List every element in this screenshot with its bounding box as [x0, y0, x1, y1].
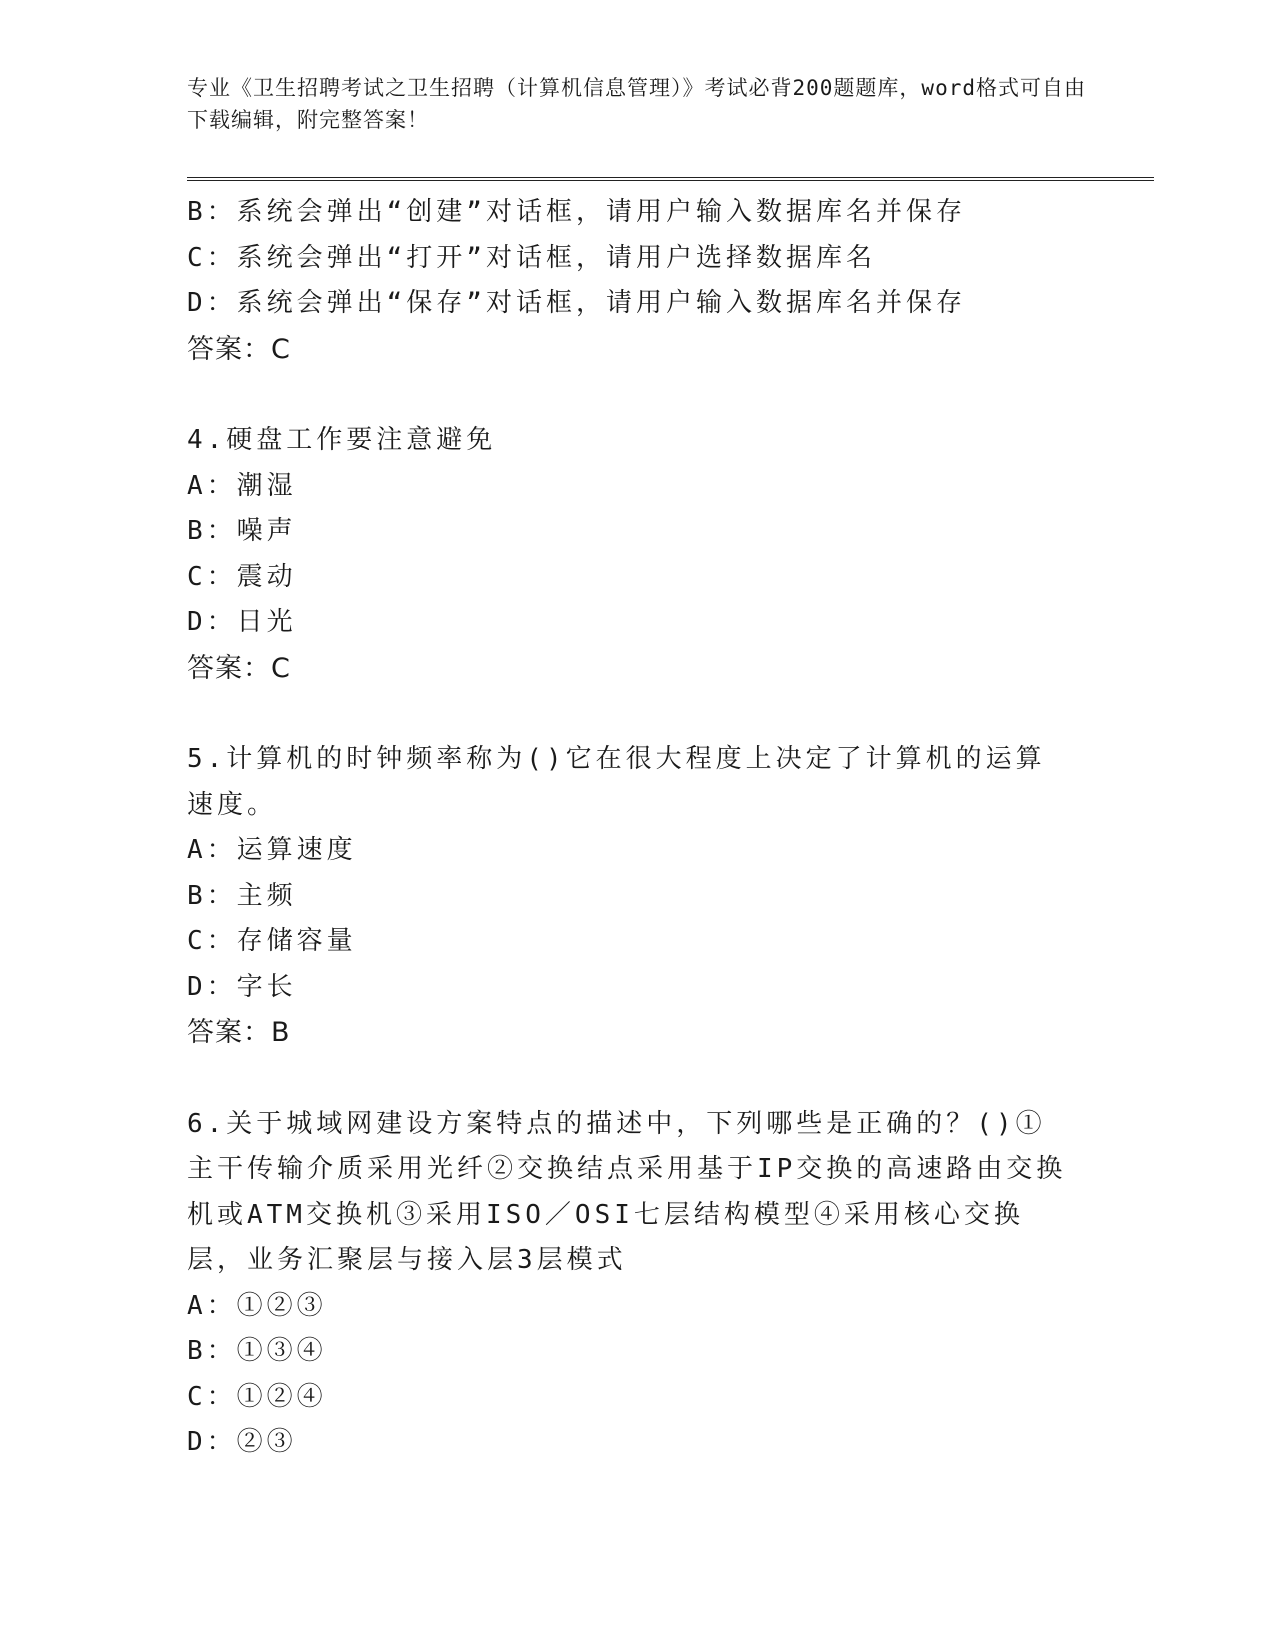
q5-option-b: B：主频: [187, 880, 297, 911]
q5-option-c: C：存储容量: [187, 926, 357, 956]
spacer: [187, 691, 1087, 737]
q4-stem: 4.硬盘工作要注意避免: [187, 425, 497, 455]
spacer: [187, 1056, 1087, 1102]
q3-answer: 答案：C: [187, 333, 291, 365]
q6-option-c: C：①②④: [187, 1381, 327, 1412]
q3-option-c: C：系统会弹出“打开”对话框，请用户选择数据库名: [187, 242, 876, 273]
q4-option-d: D：日光: [187, 607, 297, 637]
q4-option-a: A：潮湿: [187, 470, 297, 501]
question-content: [187, 190, 1087, 1466]
q3-option-b: B：系统会弹出“创建”对话框，请用户输入数据库名并保存: [187, 197, 966, 227]
q6-option-a: A：①②③: [187, 1290, 327, 1321]
question-4: [187, 418, 1087, 691]
q5-stem: 5.计算机的时钟频率称为()它在很大程度上决定了计算机的运算速度。: [187, 744, 1046, 820]
q5-answer: 答案：B: [187, 1017, 291, 1048]
spacer: [187, 372, 1087, 418]
q4-option-b: B：噪声: [187, 516, 297, 546]
q4-option-c: C：震动: [187, 561, 297, 592]
q6-option-b: B：①③④: [187, 1336, 327, 1366]
page-header: 专业《卫生招聘考试之卫生招聘（计算机信息管理）》考试必背200题题库，word格式可自由下载编辑，附完整答案！: [187, 76, 1086, 132]
q3-option-d: D：系统会弹出“保存”对话框，请用户输入数据库名并保存: [187, 288, 966, 318]
header-divider: [187, 177, 1154, 181]
question-3-remainder: [187, 190, 1087, 372]
q5-option-d: D：字长: [187, 971, 297, 1002]
q4-answer: 答案：C: [187, 652, 291, 684]
q6-option-d: D：②③: [187, 1427, 297, 1457]
question-6: [187, 1102, 1087, 1466]
q5-option-a: A：运算速度: [187, 835, 357, 865]
question-5: [187, 737, 1087, 1056]
q6-stem: 6.关于城域网建设方案特点的描述中，下列哪些是正确的？()①主干传输介质采用光纤②交换结点采用基于IP交换的高速路由交换机或ATM交换机③采用ISO／OSI七层结构模型④采用核心交换层，业务汇聚层与接入层3层模式: [187, 1108, 1067, 1275]
